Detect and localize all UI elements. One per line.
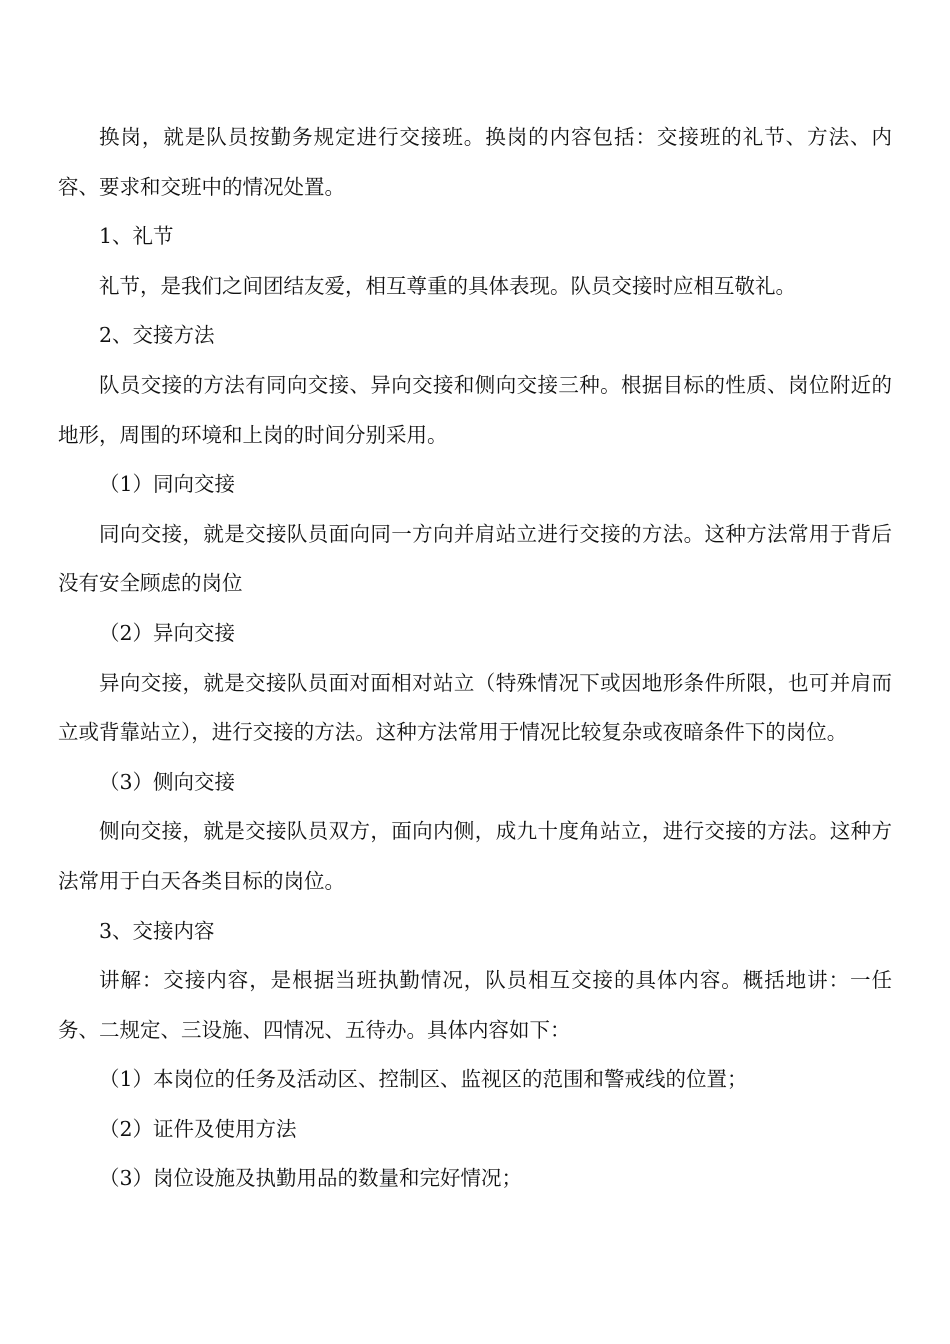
list-item: （1）本岗位的任务及活动区、控制区、监视区的范围和警戒线的位置； <box>99 1067 748 1092</box>
list-item: （3）岗位设施及执勤用品的数量和完好情况； <box>99 1166 523 1191</box>
document-body <box>58 113 892 1204</box>
same-direction-paragraph: 同向交接，就是交接队员面向同一方向并肩站立进行交接的方法。这种方法常用于背后没有安全顾虑的岗位 <box>58 521 892 596</box>
subheading-side-direction: （3）侧向交接 <box>99 769 236 794</box>
list-item: （2）证件及使用方法 <box>99 1116 297 1141</box>
section-heading-content: 3、交接内容 <box>99 918 215 943</box>
side-direction-paragraph: 侧向交接，就是交接队员双方，面向内侧，成九十度角站立，进行交接的方法。这种方法常用于白天各类目标的岗位。 <box>58 819 892 893</box>
etiquette-paragraph: 礼节，是我们之间团结友爱，相互尊重的具体表现。队员交接时应相互敬礼。 <box>99 273 796 298</box>
content-paragraph: 讲解：交接内容，是根据当班执勤情况，队员相互交接的具体内容。概括地讲：一任务、二规定、三设施、四情况、五待办。具体内容如下： <box>58 968 892 1042</box>
intro-paragraph: 换岗，就是队员按勤务规定进行交接班。换岗的内容包括：交接班的礼节、方法、内容、要求和交班中的情况处置。 <box>58 125 892 199</box>
opposite-direction-paragraph: 异向交接，就是交接队员面对面相对站立（特殊情况下或因地形条件所限，也可并肩而立或背靠站立），进行交接的方法。这种方法常用于情况比较复杂或夜暗条件下的岗位。 <box>58 670 892 745</box>
section-heading-etiquette: 1、礼节 <box>99 224 174 249</box>
subheading-opposite-direction: （2）异向交接 <box>99 620 236 645</box>
subheading-same-direction: （1）同向交接 <box>99 472 236 497</box>
section-heading-methods: 2、交接方法 <box>99 323 215 348</box>
methods-paragraph: 队员交接的方法有同向交接、异向交接和侧向交接三种。根据目标的性质、岗位附近的地形，周围的环境和上岗的时间分别采用。 <box>58 372 892 447</box>
